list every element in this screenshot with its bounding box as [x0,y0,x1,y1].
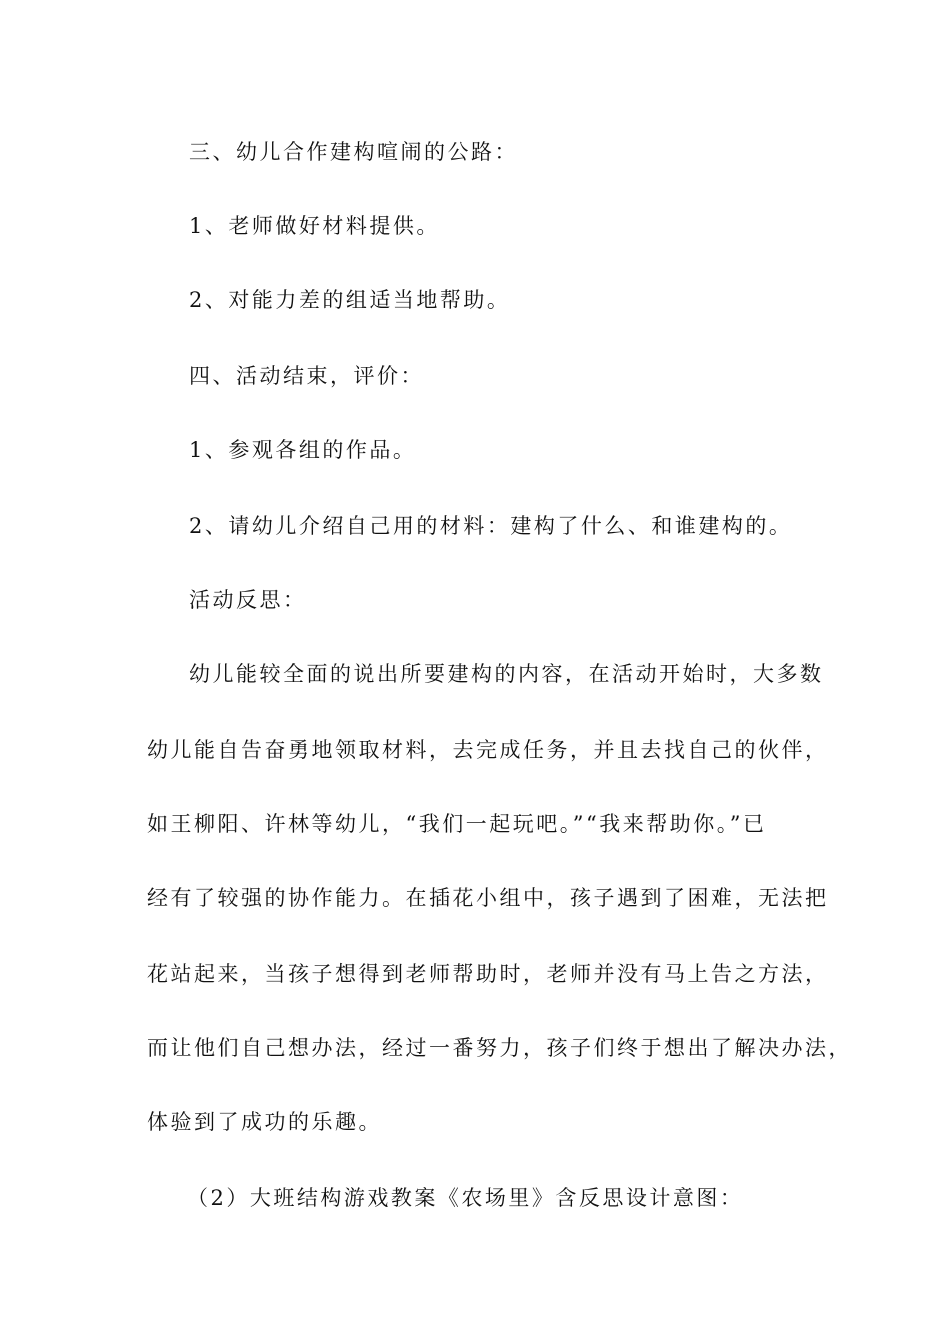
paragraph-line: 幼儿能自告奋勇地领取材料，去完成任务，并且去找自己的伙伴， [147,738,829,762]
lesson-plan-heading: （2）大班结构游戏教案《农场里》含反思设计意图： [187,1186,744,1210]
list-item: 2、对能力差的组适当地帮助。 [189,288,511,312]
list-item: 2、请幼儿介绍自己用的材料：建构了什么、和谁建构的。 [189,514,793,538]
paragraph-line: 花站起来，当孩子想得到老师帮助时，老师并没有马上告之方法， [147,962,829,986]
paragraph-line: 而让他们自己想办法，经过一番努力，孩子们终于想出了解决办法， [147,1036,852,1060]
paragraph-line: 体验到了成功的乐趣。 [147,1110,382,1134]
paragraph-line: 如王柳阳、许林等幼儿，“我们一起玩吧。”“我来帮助你。”已 [147,812,767,836]
paragraph-line: 经有了较强的协作能力。在插花小组中，孩子遇到了困难，无法把 [147,886,829,910]
section-heading-3: 三、幼儿合作建构喧闹的公路： [189,140,518,164]
reflection-heading: 活动反思： [189,588,307,612]
section-heading-4: 四、活动结束，评价： [189,364,424,388]
list-item: 1、参观各组的作品。 [189,438,417,462]
list-item: 1、老师做好材料提供。 [189,214,440,238]
paragraph-line: 幼儿能较全面的说出所要建构的内容，在活动开始时，大多数 [189,662,824,686]
